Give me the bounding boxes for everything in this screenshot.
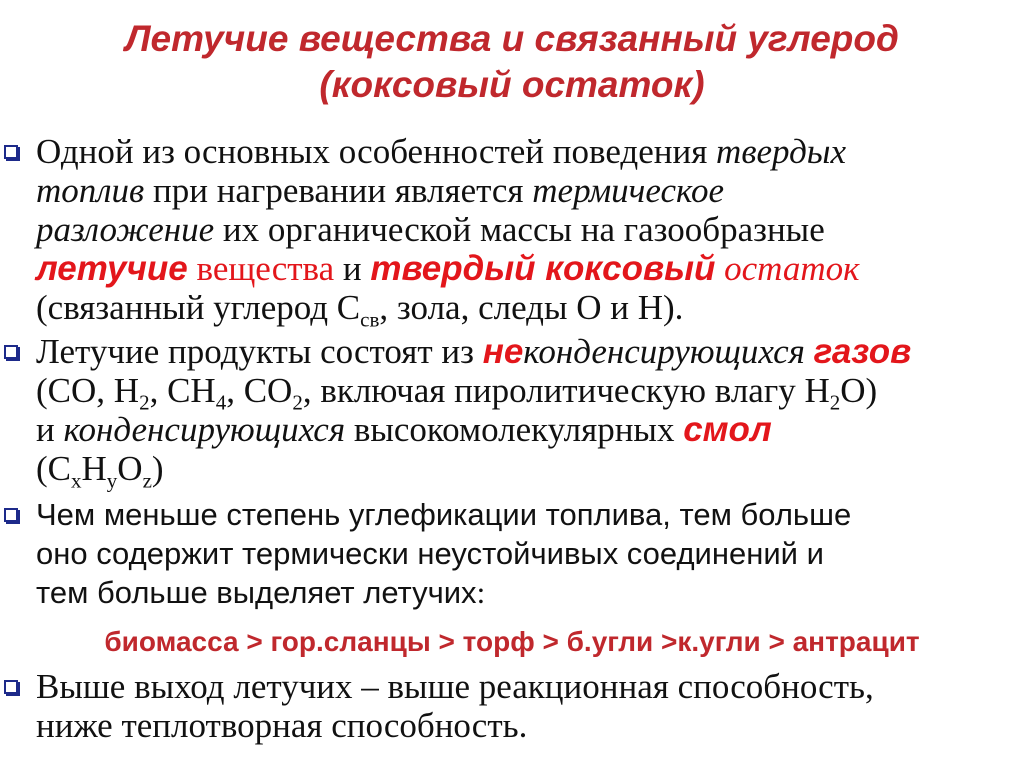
text-run: и <box>36 410 64 449</box>
bullet-1-line-1 <box>36 132 1020 171</box>
bullet-1-line-2 <box>36 171 1020 210</box>
text-run: (связанный углерод С <box>36 288 361 327</box>
subscript: 2 <box>292 390 303 415</box>
italic-term: твердых <box>716 132 847 171</box>
text-run: О <box>117 449 143 488</box>
text-run: их органической массы на газообразные <box>214 210 825 249</box>
subscript: x <box>71 468 82 493</box>
highlight-term: летучие <box>36 249 188 288</box>
bullet-1-line-3 <box>36 210 1020 249</box>
bullet-paragraph-4 <box>36 667 1020 745</box>
italic-term: разложение <box>36 210 215 249</box>
text-run: ) <box>151 449 164 488</box>
subscript: 2 <box>139 390 150 415</box>
subscript: y <box>106 468 118 493</box>
subscript: 2 <box>829 390 841 415</box>
highlight-term: твердый коксовый <box>370 249 716 288</box>
bullet-4-line-1: Выше выход летучих – выше реакционная способность, <box>36 667 874 706</box>
text-run <box>805 332 814 371</box>
bullet-3-line-1: Чем меньше степень углефикации топлива, тем больше <box>36 497 852 532</box>
slide-title <box>0 16 1024 108</box>
red-term: вещества <box>187 249 335 288</box>
text-run: Н <box>81 449 107 488</box>
text-run: (С <box>36 449 71 488</box>
bullet-2-line-4 <box>36 449 1020 493</box>
bullet-3-line-3 <box>36 573 1020 612</box>
bullet-1-line-4 <box>36 249 1020 288</box>
bullet-2-line-1 <box>36 332 1020 371</box>
title-line-1: Летучие вещества и связанный углерод <box>125 18 899 59</box>
subscript: св <box>360 307 380 332</box>
bullet-3-line-2: оно содержит термически неустойчивых соединений и <box>36 536 824 571</box>
bullet-2-line-3 <box>36 410 1020 449</box>
text-run: , включая пиролитическую влагу Н <box>302 371 830 410</box>
text-run: тем больше выделяет летучих <box>36 575 477 610</box>
text-run: (СО, Н <box>36 371 140 410</box>
highlight-term: газов <box>813 332 912 371</box>
text-run: О) <box>840 371 878 410</box>
bullet-1-line-5 <box>36 288 1020 332</box>
subscript: z <box>142 468 152 493</box>
volatility-series: биомасса > гор.сланцы > торф > б.угли >к.угли > антрацит <box>104 626 920 657</box>
highlight-term: не <box>482 332 524 371</box>
highlight-term: смол <box>683 410 772 449</box>
text-run: высокомолекулярных <box>345 410 684 449</box>
italic-term: конденсирующихся <box>523 332 805 371</box>
text-run: и <box>334 249 371 288</box>
text-run: Одной из основных особенностей поведения <box>36 132 717 171</box>
square-bullet-icon <box>4 345 18 359</box>
subscript: 4 <box>215 390 227 415</box>
bullet-paragraph-2 <box>36 332 1020 493</box>
square-bullet-icon <box>4 680 18 694</box>
red-italic-term: остаток <box>715 249 860 288</box>
italic-term: конденсирующихся <box>63 410 346 449</box>
bullet-paragraph-3 <box>36 495 1020 612</box>
text-run: , зола, следы О и Н). <box>379 288 684 327</box>
bullet-4-line-2: ниже теплотворная способность. <box>36 706 528 745</box>
italic-term: топлив <box>36 171 145 210</box>
bullet-paragraph-1 <box>36 132 1020 332</box>
square-bullet-icon <box>4 145 18 159</box>
text-run: : <box>476 575 486 610</box>
italic-term: термическое <box>532 171 725 210</box>
text-run: , СО <box>226 371 293 410</box>
title-line-2: (коксовый остаток) <box>319 64 705 105</box>
text-run: при нагревании является <box>144 171 533 210</box>
text-run: , СН <box>149 371 216 410</box>
text-run: Летучие продукты состоят из <box>36 332 483 371</box>
bullet-2-line-2 <box>36 371 1020 415</box>
square-bullet-icon <box>4 508 18 522</box>
